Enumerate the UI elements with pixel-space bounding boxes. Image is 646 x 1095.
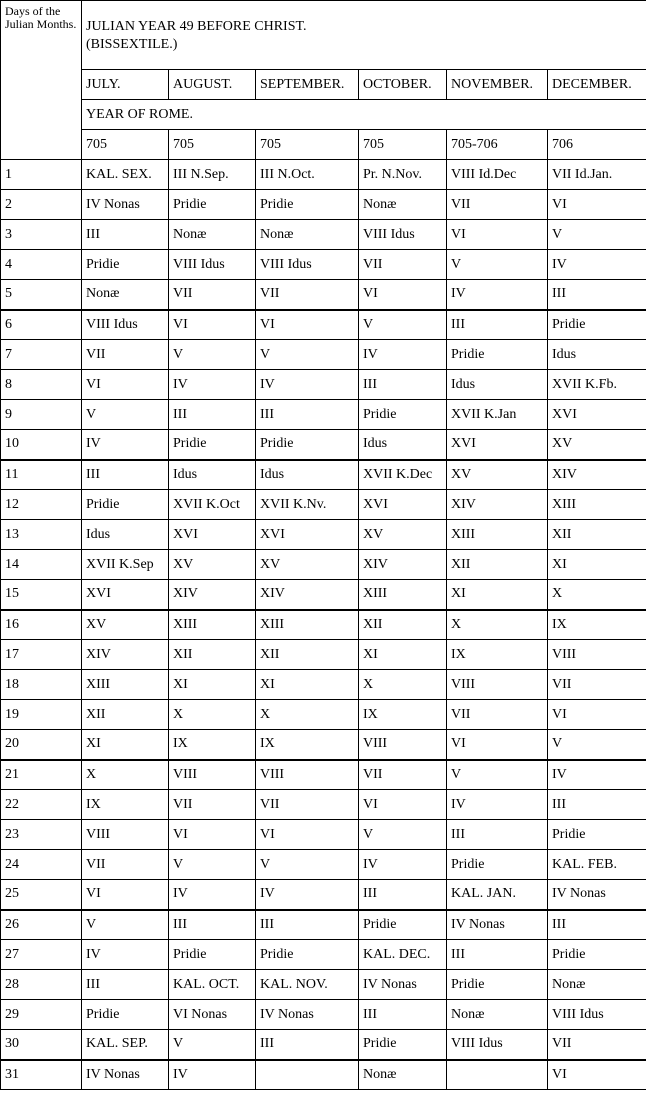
title-line-1: JULIAN YEAR 49 BEFORE CHRIST.	[86, 19, 307, 34]
date-cell: III	[359, 880, 447, 910]
date-cell: VIII	[359, 730, 447, 760]
date-cell: VIII	[447, 670, 548, 700]
date-cell: III	[82, 220, 169, 250]
day-row	[1, 700, 646, 730]
date-cell: VII	[548, 670, 646, 700]
day-number: 28	[1, 970, 82, 1000]
date-cell: XI	[548, 550, 646, 580]
date-cell: Pridie	[169, 190, 256, 220]
date-cell: Nonæ	[548, 970, 646, 1000]
day-row	[1, 280, 646, 310]
date-cell: VII	[82, 340, 169, 370]
date-cell: XVII K.Oct	[169, 490, 256, 520]
day-number: 30	[1, 1030, 82, 1060]
date-cell: VI	[82, 370, 169, 400]
day-number: 3	[1, 220, 82, 250]
day-row	[1, 850, 646, 880]
date-cell: Pridie	[82, 1000, 169, 1030]
date-cell: X	[82, 760, 169, 790]
date-cell: XVI	[359, 490, 447, 520]
date-cell	[256, 1060, 359, 1090]
date-cell: IV	[548, 250, 646, 280]
day-row	[1, 190, 646, 220]
date-cell: KAL. DEC.	[359, 940, 447, 970]
date-cell: IX	[82, 790, 169, 820]
day-number: 2	[1, 190, 82, 220]
date-cell: III N.Sep.	[169, 160, 256, 190]
date-cell: Pridie	[169, 940, 256, 970]
date-cell: IV	[447, 790, 548, 820]
date-cell: Pridie	[256, 190, 359, 220]
date-cell: III	[256, 910, 359, 940]
day-row	[1, 820, 646, 850]
title-row	[1, 1, 646, 70]
day-row	[1, 340, 646, 370]
day-number: 21	[1, 760, 82, 790]
day-row	[1, 1060, 646, 1090]
date-cell: Idus	[169, 460, 256, 490]
date-cell: VIII Idus	[169, 250, 256, 280]
date-cell: V	[82, 910, 169, 940]
date-cell: III	[169, 400, 256, 430]
date-cell: KAL. FEB.	[548, 850, 646, 880]
day-row	[1, 550, 646, 580]
date-cell: IV	[82, 940, 169, 970]
date-cell: XII	[359, 610, 447, 640]
year-cell: 705	[169, 130, 256, 160]
date-cell: Idus	[359, 430, 447, 460]
date-cell: XIII	[359, 580, 447, 610]
date-cell: Pridie	[359, 1030, 447, 1060]
date-cell: KAL. SEX.	[82, 160, 169, 190]
date-cell: III	[169, 910, 256, 940]
date-cell: Pridie	[256, 940, 359, 970]
day-number: 31	[1, 1060, 82, 1090]
date-cell: Pr. N.Nov.	[359, 160, 447, 190]
date-cell	[447, 1060, 548, 1090]
date-cell: IV Nonas	[82, 1060, 169, 1090]
date-cell: XVII K.Dec	[359, 460, 447, 490]
year-of-rome-label: YEAR OF ROME.	[82, 100, 646, 130]
date-cell: VI	[359, 280, 447, 310]
date-cell: KAL. SEP.	[82, 1030, 169, 1060]
date-cell: IV Nonas	[548, 880, 646, 910]
month-header: JULY.	[82, 70, 169, 100]
date-cell: III	[82, 460, 169, 490]
date-cell: III	[359, 1000, 447, 1030]
date-cell: IV Nonas	[256, 1000, 359, 1030]
date-cell: VI	[548, 1060, 646, 1090]
date-cell: XIV	[359, 550, 447, 580]
year-cell: 706	[548, 130, 646, 160]
date-cell: Idus	[256, 460, 359, 490]
date-cell: V	[548, 730, 646, 760]
month-header: SEPTEMBER.	[256, 70, 359, 100]
date-cell: V	[359, 310, 447, 340]
date-cell: VI	[447, 730, 548, 760]
date-cell: Pridie	[82, 490, 169, 520]
day-row	[1, 790, 646, 820]
date-cell: XI	[359, 640, 447, 670]
date-cell: V	[359, 820, 447, 850]
date-cell: VIII Idus	[359, 220, 447, 250]
date-cell: VII	[169, 280, 256, 310]
month-header: OCTOBER.	[359, 70, 447, 100]
date-cell: X	[256, 700, 359, 730]
date-cell: VIII	[82, 820, 169, 850]
date-cell: XVI	[169, 520, 256, 550]
table-title	[82, 1, 646, 70]
day-row	[1, 670, 646, 700]
date-cell: VII	[548, 1030, 646, 1060]
date-cell: VIII	[256, 760, 359, 790]
month-header: DECEMBER.	[548, 70, 646, 100]
month-header: NOVEMBER.	[447, 70, 548, 100]
date-cell: VII	[82, 850, 169, 880]
day-row	[1, 970, 646, 1000]
date-cell: Pridie	[447, 970, 548, 1000]
date-cell: VI	[548, 190, 646, 220]
date-cell: Nonæ	[169, 220, 256, 250]
day-row	[1, 400, 646, 430]
date-cell: XIV	[82, 640, 169, 670]
date-cell: III N.Oct.	[256, 160, 359, 190]
date-cell: XI	[169, 670, 256, 700]
date-cell: IV	[548, 760, 646, 790]
day-row	[1, 880, 646, 910]
day-number: 4	[1, 250, 82, 280]
date-cell: VII	[169, 790, 256, 820]
date-cell: III	[548, 280, 646, 310]
date-cell: VI	[82, 880, 169, 910]
date-cell: III	[359, 370, 447, 400]
day-row	[1, 370, 646, 400]
date-cell: XII	[256, 640, 359, 670]
date-cell: III	[82, 970, 169, 1000]
date-cell: Pridie	[256, 430, 359, 460]
day-row	[1, 460, 646, 490]
day-number: 6	[1, 310, 82, 340]
day-row	[1, 910, 646, 940]
date-cell: IV Nonas	[447, 910, 548, 940]
date-cell: VII Id.Jan.	[548, 160, 646, 190]
date-cell: IV Nonas	[359, 970, 447, 1000]
date-cell: XV	[256, 550, 359, 580]
year-cell: 705	[82, 130, 169, 160]
date-cell: IV	[359, 340, 447, 370]
day-row	[1, 640, 646, 670]
date-cell: XVI	[447, 430, 548, 460]
day-number: 29	[1, 1000, 82, 1030]
date-cell: XIII	[256, 610, 359, 640]
date-cell: IV	[256, 370, 359, 400]
date-cell: VI	[256, 820, 359, 850]
day-row	[1, 430, 646, 460]
date-cell: III	[447, 820, 548, 850]
date-cell: IV	[359, 850, 447, 880]
date-cell: VII	[256, 280, 359, 310]
month-header: AUGUST.	[169, 70, 256, 100]
date-cell: KAL. JAN.	[447, 880, 548, 910]
date-cell: V	[548, 220, 646, 250]
day-row	[1, 730, 646, 760]
date-cell: XVI	[82, 580, 169, 610]
date-cell: VI	[256, 310, 359, 340]
date-cell: VII	[359, 250, 447, 280]
date-cell: III	[447, 310, 548, 340]
date-cell: III	[447, 940, 548, 970]
date-cell: VI	[548, 700, 646, 730]
date-cell: Idus	[548, 340, 646, 370]
date-cell: V	[82, 400, 169, 430]
date-cell: VI	[169, 310, 256, 340]
date-cell: VII	[256, 790, 359, 820]
day-row	[1, 580, 646, 610]
day-row	[1, 220, 646, 250]
date-cell: III	[256, 400, 359, 430]
date-cell: Idus	[82, 520, 169, 550]
day-row	[1, 610, 646, 640]
date-cell: Pridie	[548, 820, 646, 850]
year-cell: 705-706	[447, 130, 548, 160]
day-row	[1, 250, 646, 280]
date-cell: VIII	[548, 640, 646, 670]
date-cell: XIII	[447, 520, 548, 550]
date-cell: XVII K.Nv.	[256, 490, 359, 520]
date-cell: XV	[82, 610, 169, 640]
date-cell: IX	[548, 610, 646, 640]
date-cell: XIII	[82, 670, 169, 700]
day-row	[1, 940, 646, 970]
day-number: 27	[1, 940, 82, 970]
date-cell: IV	[82, 430, 169, 460]
date-cell: Pridie	[447, 340, 548, 370]
date-cell: IV	[169, 370, 256, 400]
date-cell: X	[447, 610, 548, 640]
year-row	[1, 130, 646, 160]
date-cell: Nonæ	[359, 1060, 447, 1090]
day-number: 9	[1, 400, 82, 430]
date-cell: Pridie	[447, 850, 548, 880]
date-cell: Nonæ	[359, 190, 447, 220]
date-cell: XV	[359, 520, 447, 550]
date-cell: IX	[359, 700, 447, 730]
day-number: 16	[1, 610, 82, 640]
date-cell: XI	[82, 730, 169, 760]
date-cell: VI	[169, 820, 256, 850]
date-cell: VII	[447, 700, 548, 730]
date-cell: IX	[169, 730, 256, 760]
date-cell: X	[548, 580, 646, 610]
date-cell: IV Nonas	[82, 190, 169, 220]
corner-label: Days of the Julian Months.	[1, 1, 82, 160]
date-cell: VIII Idus	[548, 1000, 646, 1030]
day-number: 7	[1, 340, 82, 370]
date-cell: XI	[447, 580, 548, 610]
date-cell: V	[447, 250, 548, 280]
date-cell: XIII	[169, 610, 256, 640]
date-cell: Pridie	[359, 400, 447, 430]
date-cell: XV	[169, 550, 256, 580]
date-cell: IV	[447, 280, 548, 310]
date-cell: XII	[82, 700, 169, 730]
date-cell: VII	[447, 190, 548, 220]
date-cell: KAL. NOV.	[256, 970, 359, 1000]
day-number: 17	[1, 640, 82, 670]
year-cell: 705	[359, 130, 447, 160]
year-of-rome-row	[1, 100, 646, 130]
date-cell: IX	[447, 640, 548, 670]
day-row	[1, 1030, 646, 1060]
date-cell: VI	[359, 790, 447, 820]
date-cell: VIII Idus	[82, 310, 169, 340]
date-cell: Nonæ	[447, 1000, 548, 1030]
date-cell: XII	[447, 550, 548, 580]
day-number: 11	[1, 460, 82, 490]
date-cell: XVI	[548, 400, 646, 430]
date-cell: Pridie	[359, 910, 447, 940]
date-cell: Nonæ	[82, 280, 169, 310]
date-cell: VI	[447, 220, 548, 250]
day-number: 8	[1, 370, 82, 400]
date-cell: V	[169, 340, 256, 370]
day-number: 12	[1, 490, 82, 520]
date-cell: III	[256, 1030, 359, 1060]
day-row	[1, 1000, 646, 1030]
day-number: 26	[1, 910, 82, 940]
date-cell: VI Nonas	[169, 1000, 256, 1030]
day-number: 25	[1, 880, 82, 910]
date-cell: V	[169, 1030, 256, 1060]
date-cell: XV	[548, 430, 646, 460]
date-cell: KAL. OCT.	[169, 970, 256, 1000]
date-cell: Nonæ	[256, 220, 359, 250]
date-cell: Pridie	[548, 310, 646, 340]
date-cell: VIII Idus	[256, 250, 359, 280]
day-row	[1, 760, 646, 790]
date-cell: X	[169, 700, 256, 730]
date-cell: V	[256, 340, 359, 370]
date-cell: V	[169, 850, 256, 880]
day-number: 15	[1, 580, 82, 610]
date-cell: XVII K.Sep	[82, 550, 169, 580]
day-number: 18	[1, 670, 82, 700]
date-cell: XIV	[447, 490, 548, 520]
day-row	[1, 490, 646, 520]
month-header-row	[1, 70, 646, 100]
date-cell: XIV	[548, 460, 646, 490]
day-number: 24	[1, 850, 82, 880]
date-cell: XVII K.Fb.	[548, 370, 646, 400]
day-number: 20	[1, 730, 82, 760]
title-line-2: (BISSEXTILE.)	[86, 37, 178, 52]
date-cell: Idus	[447, 370, 548, 400]
date-cell: IX	[256, 730, 359, 760]
date-cell: V	[256, 850, 359, 880]
day-number: 10	[1, 430, 82, 460]
day-row	[1, 520, 646, 550]
date-cell: Pridie	[82, 250, 169, 280]
date-cell: XII	[169, 640, 256, 670]
day-number: 1	[1, 160, 82, 190]
date-cell: IV	[256, 880, 359, 910]
date-cell: III	[548, 910, 646, 940]
day-number: 5	[1, 280, 82, 310]
date-cell: IV	[169, 880, 256, 910]
date-cell: VIII Idus	[447, 1030, 548, 1060]
date-cell: Pridie	[548, 940, 646, 970]
date-cell: XVII K.Jan	[447, 400, 548, 430]
day-row	[1, 310, 646, 340]
day-number: 22	[1, 790, 82, 820]
date-cell: XIV	[256, 580, 359, 610]
date-cell: XV	[447, 460, 548, 490]
date-cell: VIII	[169, 760, 256, 790]
date-cell: XII	[548, 520, 646, 550]
year-cell: 705	[256, 130, 359, 160]
day-row	[1, 160, 646, 190]
date-cell: V	[447, 760, 548, 790]
date-cell: VIII Id.Dec	[447, 160, 548, 190]
date-cell: XIV	[169, 580, 256, 610]
date-cell: Pridie	[169, 430, 256, 460]
date-cell: XI	[256, 670, 359, 700]
day-number: 14	[1, 550, 82, 580]
date-cell: IV	[169, 1060, 256, 1090]
date-cell: XIII	[548, 490, 646, 520]
day-number: 23	[1, 820, 82, 850]
day-number: 19	[1, 700, 82, 730]
date-cell: X	[359, 670, 447, 700]
date-cell: XVI	[256, 520, 359, 550]
date-cell: VII	[359, 760, 447, 790]
day-number: 13	[1, 520, 82, 550]
date-cell: III	[548, 790, 646, 820]
